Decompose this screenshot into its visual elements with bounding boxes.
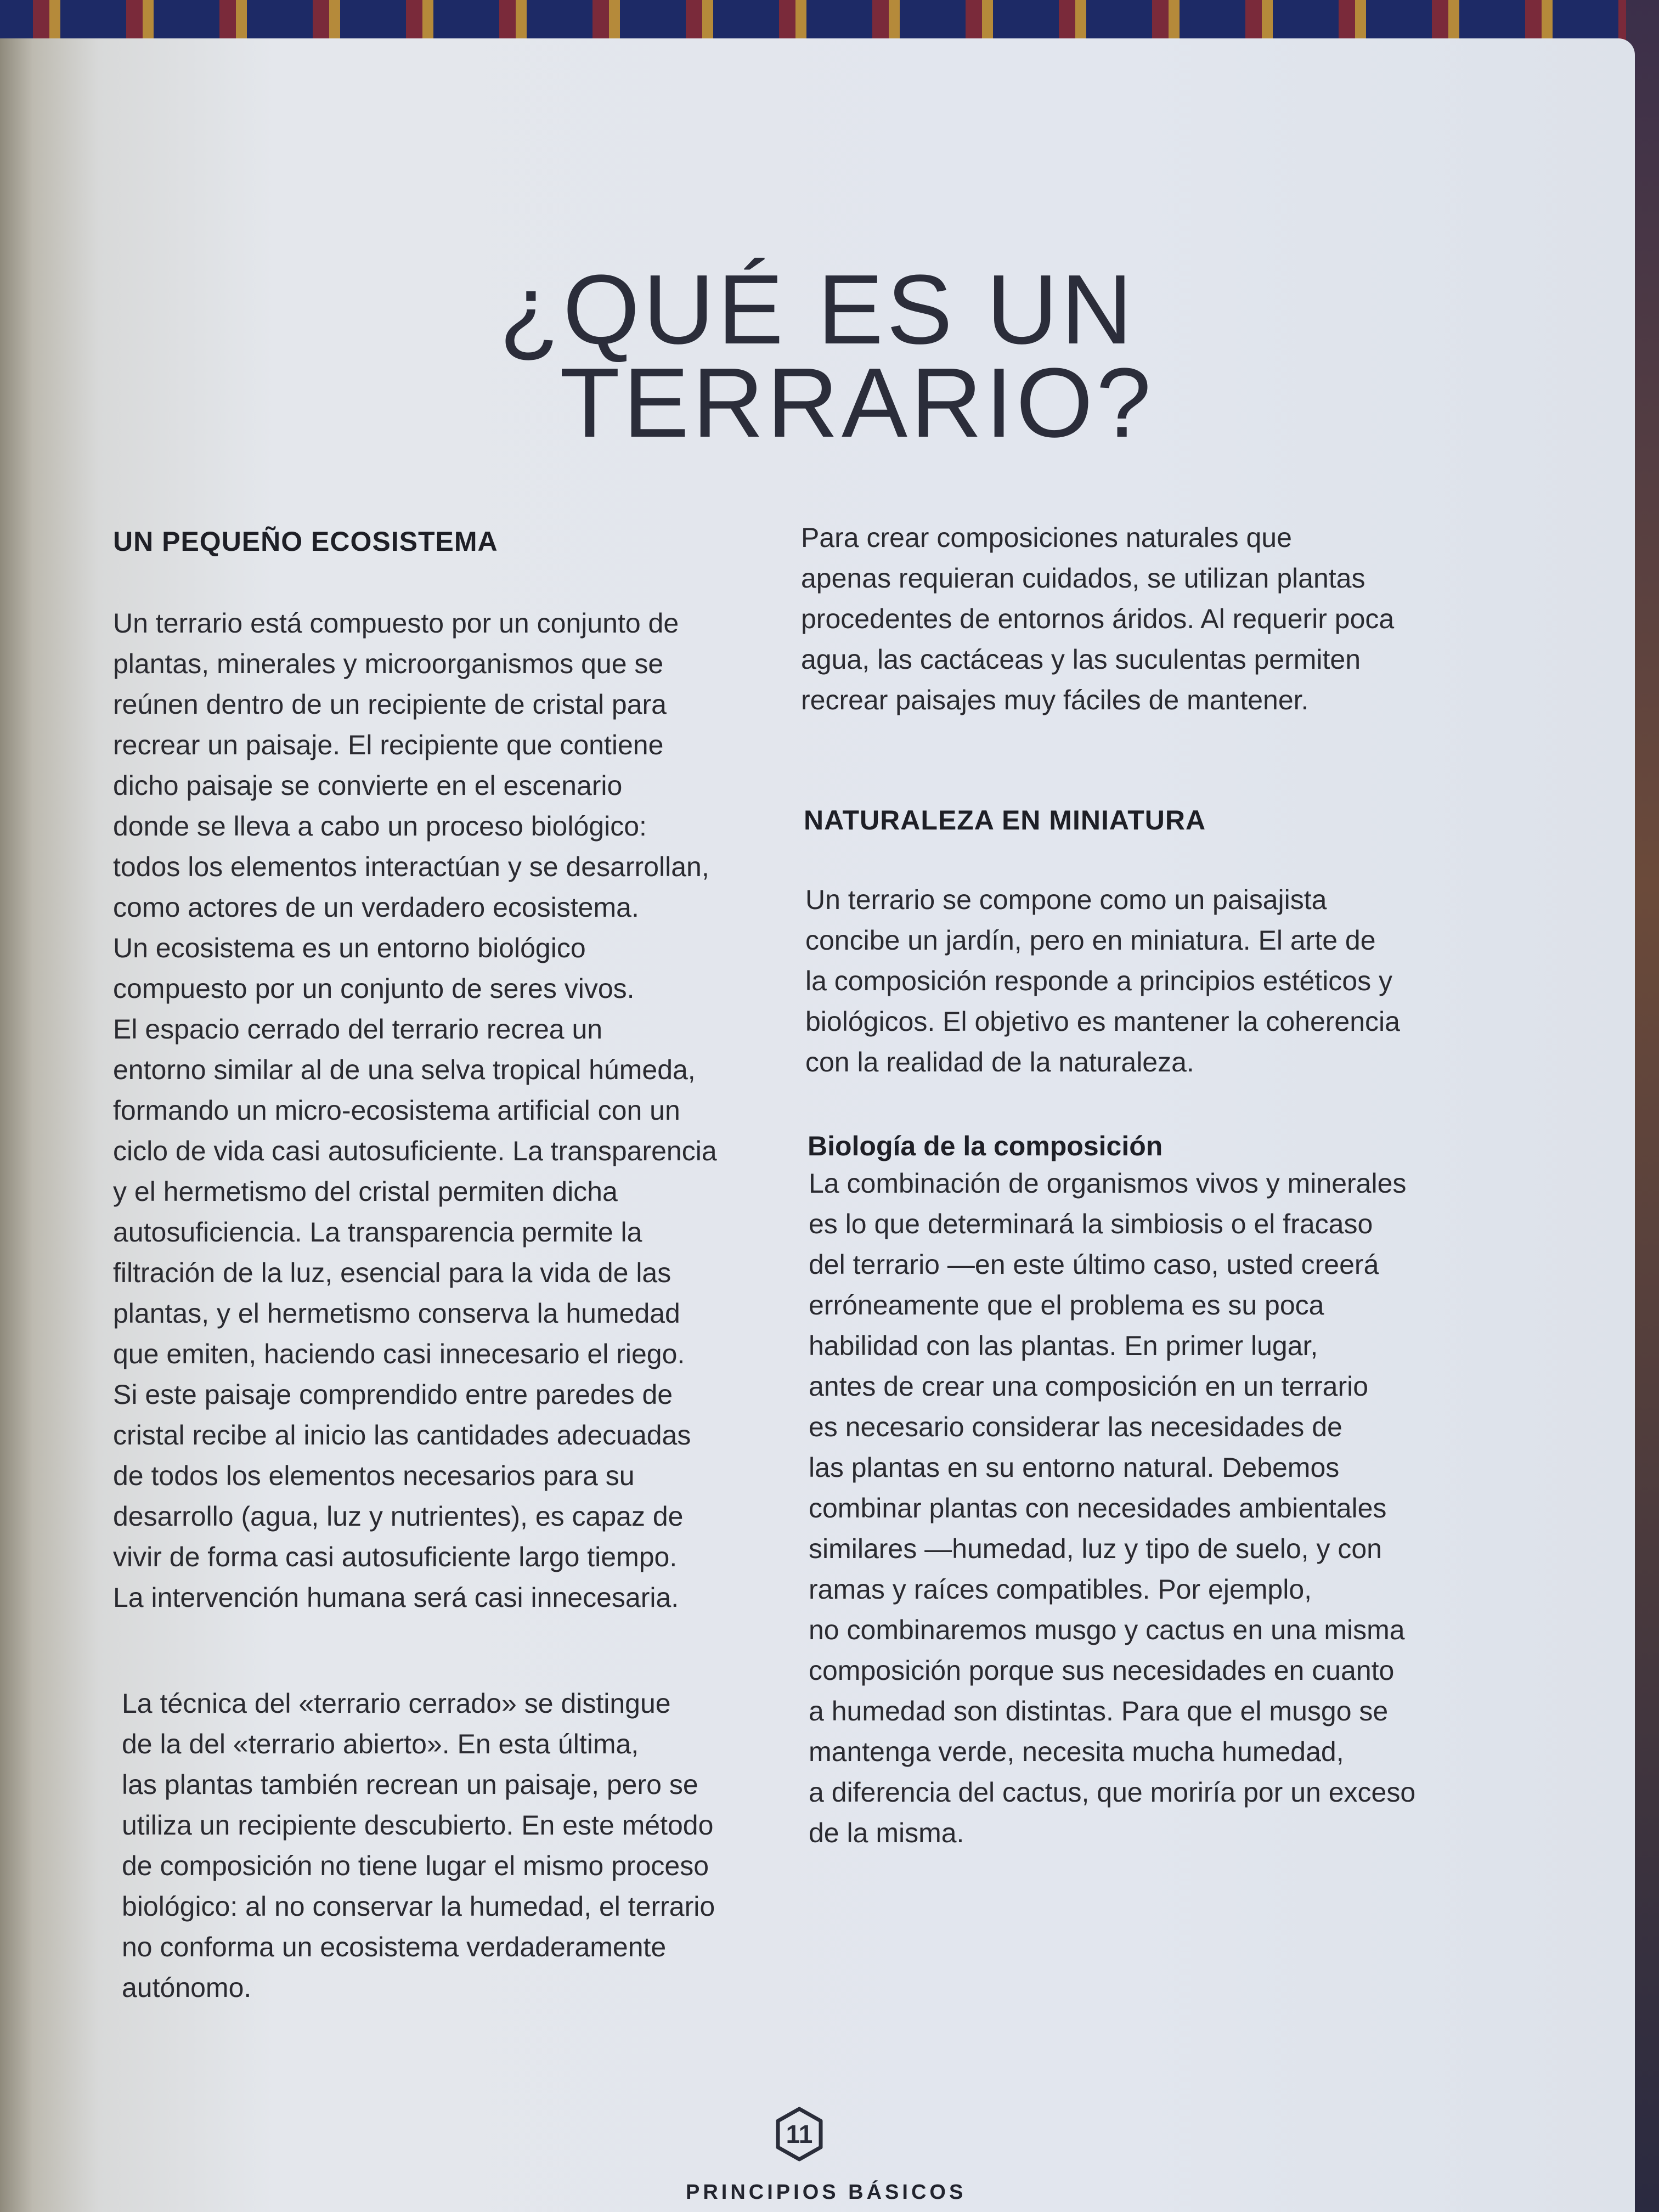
text-line: a humedad son distintas. Para que el musgo se bbox=[809, 1696, 1389, 1726]
right-paragraph-3 bbox=[809, 1163, 1415, 1853]
text-line: Un ecosistema es un entorno biológico bbox=[113, 933, 586, 963]
text-line: donde se lleva a cabo un proceso biológico: bbox=[113, 811, 647, 842]
text-line: de composición no tiene lugar el mismo proceso bbox=[122, 1850, 709, 1881]
page-title-line2: TERRARIO? bbox=[560, 348, 1155, 458]
text-line: Para crear composiciones naturales que bbox=[801, 522, 1292, 553]
text-line: plantas, y el hermetismo conserva la humedad bbox=[113, 1298, 680, 1329]
text-line: las plantas en su entorno natural. Debemos bbox=[809, 1452, 1340, 1483]
right-paragraph-2 bbox=[805, 879, 1400, 1082]
section-footer: PRINCIPIOS BÁSICOS bbox=[686, 2181, 967, 2204]
text-line: del terrario —en este último caso, usted creerá bbox=[809, 1249, 1379, 1280]
text-line: cristal recibe al inicio las cantidades adecuadas bbox=[113, 1420, 691, 1451]
text-line: antes de crear una composición en un terrario bbox=[809, 1371, 1369, 1402]
text-line: a diferencia del cactus, que moriría por un exceso bbox=[809, 1777, 1416, 1808]
text-line: Un terrario está compuesto por un conjunto de bbox=[113, 608, 679, 639]
text-line: plantas, minerales y microorganismos que se bbox=[113, 648, 664, 679]
text-line: dicho paisaje se convierte en el escenario bbox=[113, 770, 623, 801]
text-line: compuesto por un conjunto de seres vivos. bbox=[113, 973, 635, 1004]
text-line: La combinación de organismos vivos y minerales bbox=[809, 1168, 1407, 1199]
section-heading-naturaleza: NATURALEZA EN MINIATURA bbox=[804, 805, 1206, 836]
text-line: no conforma un ecosistema verdaderamente bbox=[122, 1932, 667, 1962]
text-line: biológico: al no conservar la humedad, el terrario bbox=[122, 1891, 715, 1922]
text-line: formando un micro-ecosistema artificial con un bbox=[113, 1095, 680, 1126]
text-line: composición porque sus necesidades en cuanto bbox=[809, 1655, 1395, 1686]
text-line: similares —humedad, luz y tipo de suelo, y con bbox=[809, 1533, 1382, 1564]
section-heading-ecosistema: UN PEQUEÑO ECOSISTEMA bbox=[113, 526, 498, 557]
text-line: La intervención humana será casi innecesaria. bbox=[113, 1582, 679, 1613]
text-line: de la misma. bbox=[809, 1818, 964, 1848]
text-line: es necesario considerar las necesidades de bbox=[809, 1412, 1342, 1442]
text-line: Un terrario se compone como un paisajista bbox=[805, 884, 1327, 915]
text-line: y el hermetismo del cristal permiten dicha bbox=[113, 1176, 618, 1207]
text-line: agua, las cactáceas y las suculentas permiten bbox=[801, 644, 1361, 675]
text-line: recrear paisajes muy fáciles de mantener. bbox=[801, 685, 1309, 715]
text-line: las plantas también recrean un paisaje, pero se bbox=[122, 1769, 698, 1800]
text-line: ciclo de vida casi autosuficiente. La transparencia bbox=[113, 1136, 717, 1166]
text-line: que emiten, haciendo casi innecesario el riego. bbox=[113, 1339, 685, 1369]
page-number-badge bbox=[775, 2107, 824, 2162]
text-line: concibe un jardín, pero en miniatura. El arte de bbox=[805, 925, 1376, 956]
page-number: 11 bbox=[786, 2120, 813, 2148]
text-line: filtración de la luz, esencial para la vida de las bbox=[113, 1257, 672, 1288]
text-line: recrear un paisaje. El recipiente que contiene bbox=[113, 730, 664, 760]
text-line: entorno similar al de una selva tropical húmeda, bbox=[113, 1054, 696, 1085]
text-line: autónomo. bbox=[122, 1972, 252, 2003]
text-line: no combinaremos musgo y cactus en una misma bbox=[809, 1615, 1405, 1645]
text-line: desarrollo (agua, luz y nutrientes), es capaz de bbox=[113, 1501, 684, 1532]
text-line: todos los elementos interactúan y se desarrollan, bbox=[113, 851, 709, 882]
text-line: Si este paisaje comprendido entre paredes de bbox=[113, 1379, 673, 1410]
text-line: procedentes de entornos áridos. Al requerir poca bbox=[801, 603, 1395, 634]
text-line: apenas requieran cuidados, se utilizan plantas bbox=[801, 563, 1365, 594]
text-line: autosuficiencia. La transparencia permite la bbox=[113, 1217, 642, 1248]
text-line: con la realidad de la naturaleza. bbox=[805, 1047, 1194, 1077]
left-paragraph-1 bbox=[113, 603, 717, 1618]
text-line: habilidad con las plantas. En primer lugar, bbox=[809, 1330, 1318, 1361]
left-paragraph-2 bbox=[122, 1683, 715, 2008]
text-line: como actores de un verdadero ecosistema. bbox=[113, 892, 639, 923]
subheading-biologia: Biología de la composición bbox=[808, 1131, 1163, 1161]
text-line: de la del «terrario abierto». En esta última, bbox=[122, 1729, 639, 1759]
text-line: El espacio cerrado del terrario recrea un bbox=[113, 1014, 603, 1045]
text-line: es lo que determinará la simbiosis o el fracaso bbox=[809, 1209, 1373, 1239]
text-line: mantenga verde, necesita mucha humedad, bbox=[809, 1736, 1344, 1767]
text-line: vivir de forma casi autosuficiente largo tiempo. bbox=[113, 1542, 678, 1572]
text-line: ramas y raíces compatibles. Por ejemplo, bbox=[809, 1574, 1312, 1605]
text-line: la composición responde a principios estéticos y bbox=[805, 966, 1392, 996]
text-line: de todos los elementos necesarios para su bbox=[113, 1460, 635, 1491]
right-paragraph-1 bbox=[801, 517, 1394, 720]
text-line: La técnica del «terrario cerrado» se distingue bbox=[122, 1688, 671, 1719]
text-line: biológicos. El objetivo es mantener la coherencia bbox=[805, 1006, 1400, 1037]
text-line: combinar plantas con necesidades ambientales bbox=[809, 1493, 1387, 1523]
text-line: utiliza un recipiente descubierto. En este método bbox=[122, 1810, 714, 1841]
text-line: reúnen dentro de un recipiente de cristal para bbox=[113, 689, 667, 720]
page-title-line1: ¿QUÉ ES UN bbox=[499, 255, 1136, 365]
book-page bbox=[0, 38, 1635, 2212]
text-line: erróneamente que el problema es su poca bbox=[809, 1290, 1324, 1321]
